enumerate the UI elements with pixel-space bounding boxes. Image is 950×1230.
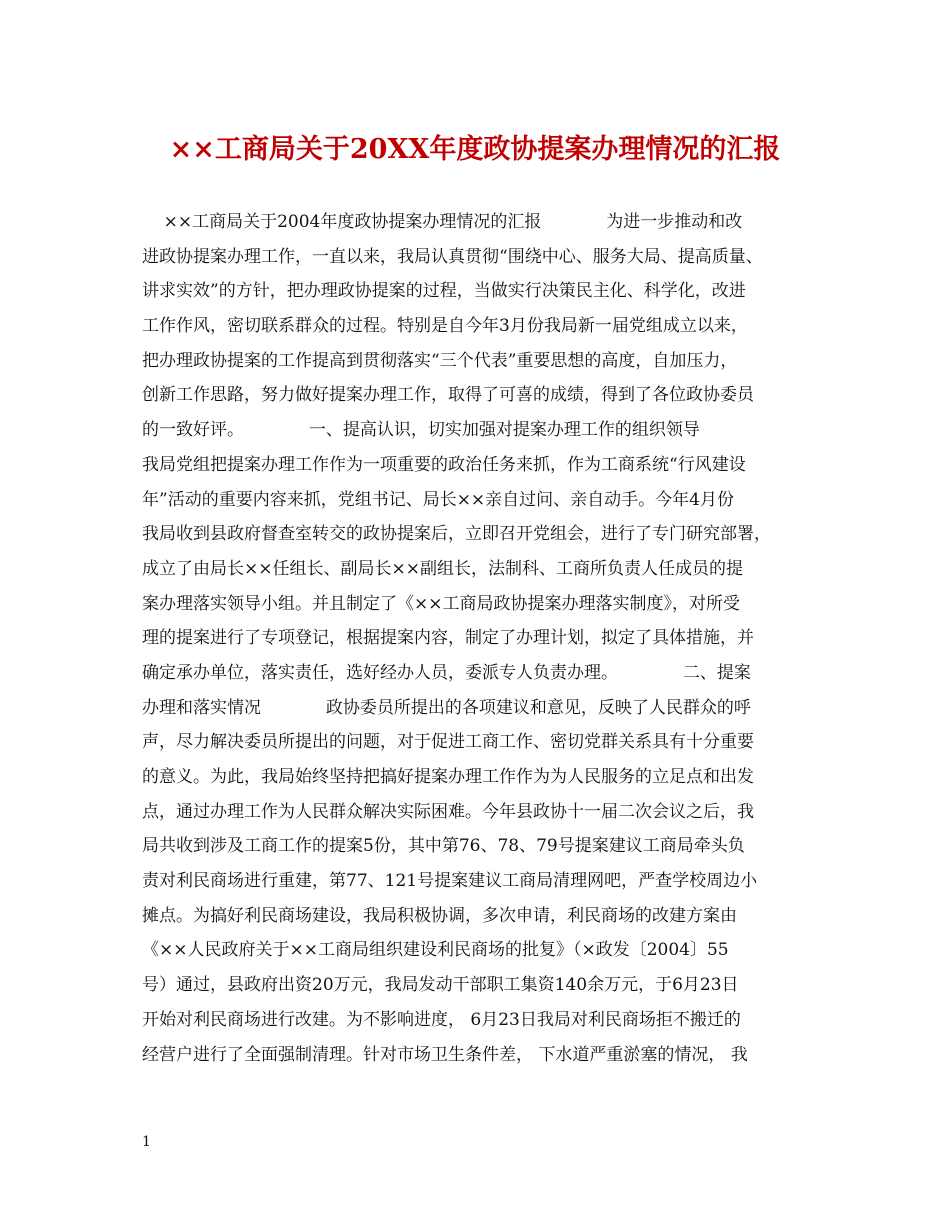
document-body (142, 205, 808, 1072)
body-line: 号）通过，县政府出资20万元，我局发动干部职工集资140余万元，于6月23日 (142, 975, 739, 996)
body-line: 的一致好评。 一、提高认识，切实加强对提案办理工作的组织领导 (142, 420, 700, 441)
body-line: 我局收到县政府督查室转交的政协提案后，立即召开党组会，进行了专门研究部署， (142, 524, 771, 545)
body-line: 把办理政协提案的工作提高到贯彻落实“三个代表”重要思想的高度，自加压力， (142, 350, 738, 371)
body-line: 的意义。为此，我局始终坚持把搞好提案办理工作作为为人民服务的立足点和出发 (142, 767, 754, 787)
body-line: 讲求实效”的方针，把办理政协提案的过程，当做实行决策民主化、科学化，改进 (142, 281, 746, 302)
body-line: 进政协提案办理工作，一直以来，我局认真贯彻“围绕中心、服务大局、提高质量、 (142, 246, 763, 267)
body-line: 点，通过办理工作为人民群众解决实际困难。今年县政协十一届二次会议之后，我 (142, 801, 754, 822)
document-title: ××工商局关于20XX年度政协提案办理情况的汇报 (169, 134, 781, 165)
body-line: 年”活动的重要内容来抓，党组书记、局长××亲自过问、亲自动手。今年4月份 (142, 489, 734, 510)
body-line: 成立了由局长××任组长、副局长××副组长，法制科、工商所负责人任成员的提 (142, 558, 743, 579)
body-line: 创新工作思路，努力做好提案办理工作，取得了可喜的成绩，得到了各位政协委员 (142, 385, 754, 406)
body-line: ××工商局关于2004年度政协提案办理情况的汇报 为进一步推动和改 (142, 212, 743, 232)
page-number: 1 (142, 1134, 151, 1150)
body-line: 办理和落实情况 政协委员所提出的各项建议和意见，反映了人民群众的呼 (142, 697, 751, 718)
body-line: 工作作风，密切联系群众的过程。特别是自今年3月份我局新一届党组成立以来， (142, 316, 748, 337)
body-line: 案办理落实领导小组。并且制定了《××工商局政协提案办理落实制度》，对所受 (142, 593, 740, 614)
body-line: 声，尽力解决委员所提出的问题，对于促进工商工作、密切党群关系具有十分重要 (142, 732, 754, 753)
body-line: 理的提案进行了专项登记，根据提案内容，制定了办理计划，拟定了具体措施，并 (142, 628, 754, 649)
body-line: 《××人民政府关于××工商局组织建设利民商场的批复》（×政发〔2004〕55 (142, 940, 729, 961)
body-line: 开始对利民商场进行改建。为不影响进度， 6月23日我局对利民商场拒不搬迁的 (142, 1009, 741, 1030)
body-line: 摊点。为搞好利民商场建设，我局积极协调，多次申请，利民商场的改建方案由 (142, 905, 737, 926)
body-line: 局共收到涉及工商工作的提案5份，其中第76、78、79号提案建议工商局牵头负 (142, 836, 745, 857)
body-line: 责对利民商场进行重建，第77、121号提案建议工商局清理网吧，严查学校周边小 (142, 871, 758, 892)
body-line: 确定承办单位，落实责任，选好经办人员，委派专人负责办理。 二、提案 (142, 662, 751, 683)
body-line: 我局党组把提案办理工作作为一项重要的政治任务来抓，作为工商系统“行风建设 (142, 454, 746, 475)
body-line: 经营户进行了全面强制清理。针对市场卫生条件差， 下水道严重淤塞的情况， 我 (142, 1044, 748, 1065)
